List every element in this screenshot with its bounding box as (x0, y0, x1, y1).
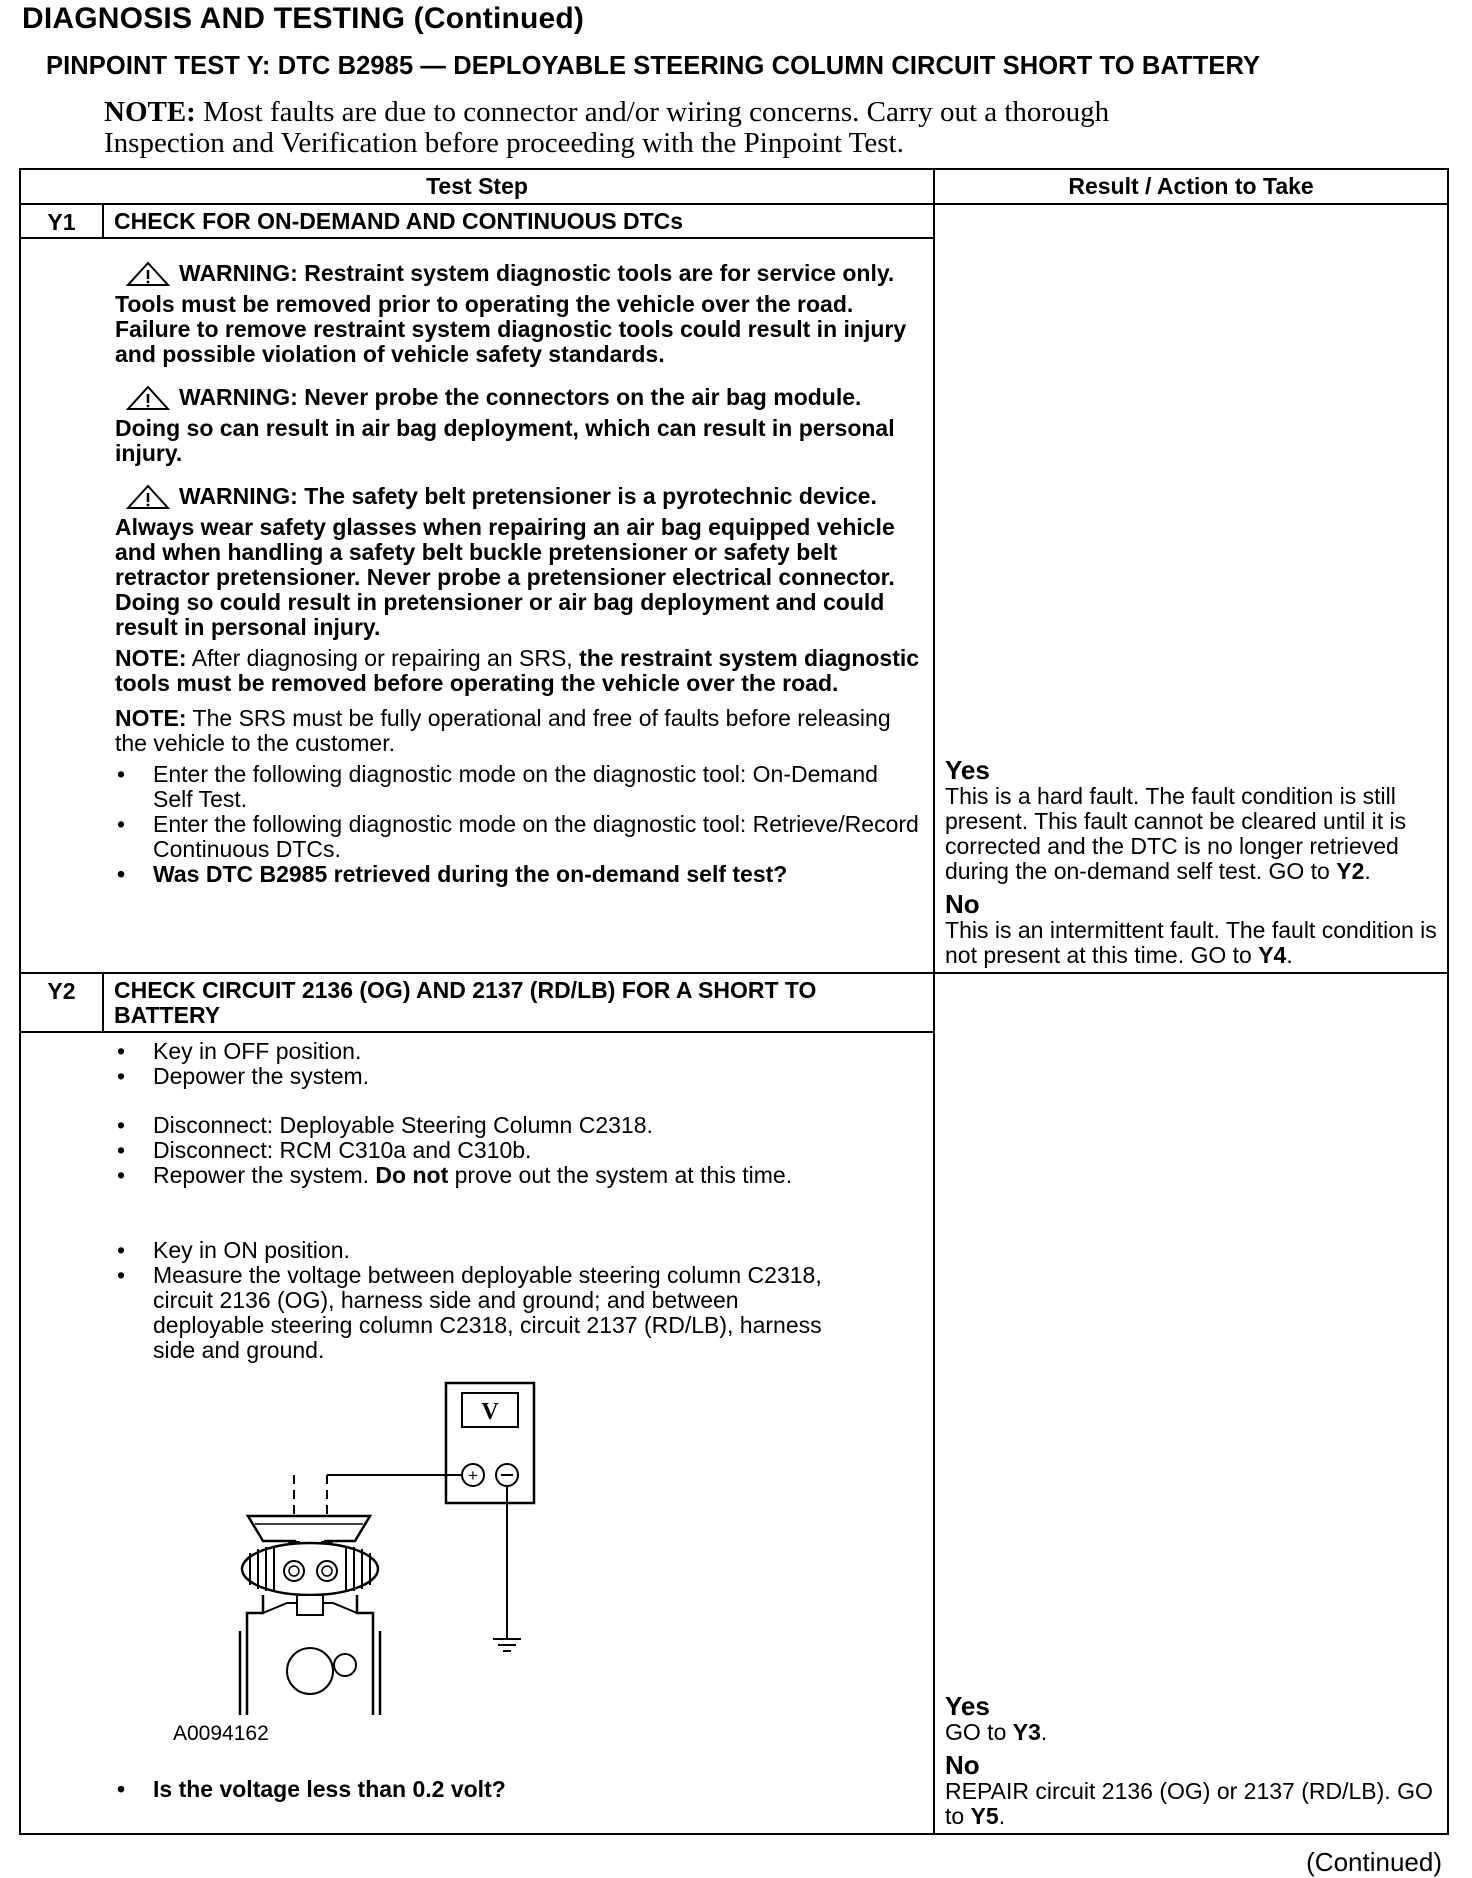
step-body-y2 (20, 1032, 934, 1834)
y2-steps-a (115, 1039, 923, 1089)
y1-no-text: This is an intermittent fault. The fault condition is not present at this time. GO to Y4. (945, 917, 1437, 968)
step-id-y2: Y2 (20, 973, 103, 1032)
y2-no-text: REPAIR circuit 2136 (OG) or 2137 (RD/LB). GO to Y5. (945, 1778, 1433, 1829)
list-item: • Key in ON position. (115, 1238, 923, 1263)
y1-steps (115, 762, 923, 887)
list-item: • Enter the following diagnostic mode on the diagnostic tool: On-Demand Self Test. (115, 762, 923, 812)
warning-3: WARNING: The safety belt pretensioner is a pyrotechnic device. Always wear safety glasses when repairing an air bag equipped vehicle and when handling a safety belt buckle pretensioner or safety belt retractor pretensioner. Never probe a pretensioner electrical connector. Doing so could result in pretensioner or air bag deployment and could result in personal injury. (115, 483, 895, 640)
intro-note (104, 97, 1224, 159)
list-item: • Key in OFF position. (115, 1039, 923, 1064)
warning-2: WARNING: Never probe the connectors on the air bag module. Doing so can result in air bag deployment, which can result in personal injury. (115, 384, 895, 466)
voltmeter-label: V (481, 1399, 499, 1425)
y2-yes-text: GO to Y3. (945, 1719, 1048, 1745)
result-y2 (934, 973, 1448, 1834)
pinpoint-test-title: PINPOINT TEST Y: DTC B2985 — DEPLOYABLE STEERING COLUMN CIRCUIT SHORT TO BATTERY (46, 52, 1261, 80)
y2-question-list (115, 1777, 923, 1802)
list-item: • Enter the following diagnostic mode on the diagnostic tool: Retrieve/Record Continuous DTCs. (115, 812, 923, 862)
result-y1 (934, 204, 1448, 973)
continued-label: (Continued) (1306, 1847, 1442, 1877)
list-item: • Disconnect: RCM C310a and C310b. (115, 1138, 923, 1163)
y1-no-label: No (945, 889, 980, 919)
warning-triangle-icon (125, 261, 179, 292)
y2-steps-b (115, 1113, 923, 1188)
page-title: DIAGNOSIS AND TESTING (Continued) (22, 2, 585, 35)
pinpoint-test-table (19, 168, 1449, 1835)
warning-triangle-icon (125, 484, 179, 515)
step-title-y2: CHECK CIRCUIT 2136 (OG) AND 2137 (RD/LB) FOR A SHORT TO BATTERY (103, 973, 934, 1032)
step-title-y1: CHECK FOR ON-DEMAND AND CONTINUOUS DTCs (103, 204, 934, 238)
column-header-test-step: Test Step (20, 169, 934, 204)
list-item: • Disconnect: Deployable Steering Column C2318. (115, 1113, 923, 1138)
warning-1: WARNING: Restraint system diagnostic tools are for service only. Tools must be removed prior to operating the vehicle over the road. Failure to remove restraint system diagnostic tools could result in injury and possible violation of vehicle safety standards. (115, 260, 907, 367)
voltmeter-diagram (115, 1381, 923, 1771)
list-item: • Depower the system. (115, 1064, 923, 1089)
y1-question: • Was DTC B2985 retrieved during the on-demand self test? (115, 862, 923, 887)
y1-yes-text: This is a hard fault. The fault condition is still present. This fault cannot be cleared until it is corrected and the DTC is no longer retrieved during the on-demand self test. GO to Y2. (945, 783, 1407, 884)
intro-note-text: Most faults are due to connector and/or wiring concerns. Carry out a thorough Inspection and Verification before proceeding with the Pinpoint Test. (104, 96, 1110, 159)
y2-steps-c (115, 1238, 923, 1363)
note-2: NOTE: The SRS must be fully operational and free of faults before releasing the vehicle to the customer. (115, 705, 891, 756)
note-1: NOTE: After diagnosing or repairing an SRS, the restraint system diagnostic tools must be removed before operating the vehicle over the road. (115, 645, 920, 696)
list-item: • Repower the system. Do not prove out the system at this time. (115, 1163, 923, 1188)
step-id-y1: Y1 (20, 204, 103, 238)
figure-id: A0094162 (173, 1722, 269, 1745)
svg-text:+: + (468, 1466, 478, 1485)
y2-question: • Is the voltage less than 0.2 volt? (115, 1777, 923, 1802)
column-header-result: Result / Action to Take (934, 169, 1448, 204)
y2-no-label: No (945, 1750, 980, 1780)
y2-yes-label: Yes (945, 1691, 990, 1721)
y1-yes-label: Yes (945, 755, 990, 785)
intro-note-label: NOTE: (104, 96, 196, 128)
list-item: • Measure the voltage between deployable steering column C2318, circuit 2136 (OG), harness side and ground; and between deployable steering column C2318, circuit 2137 (RD/LB), harness side and ground. (115, 1263, 923, 1363)
warning-triangle-icon (125, 385, 179, 416)
step-body-y1 (20, 238, 934, 973)
